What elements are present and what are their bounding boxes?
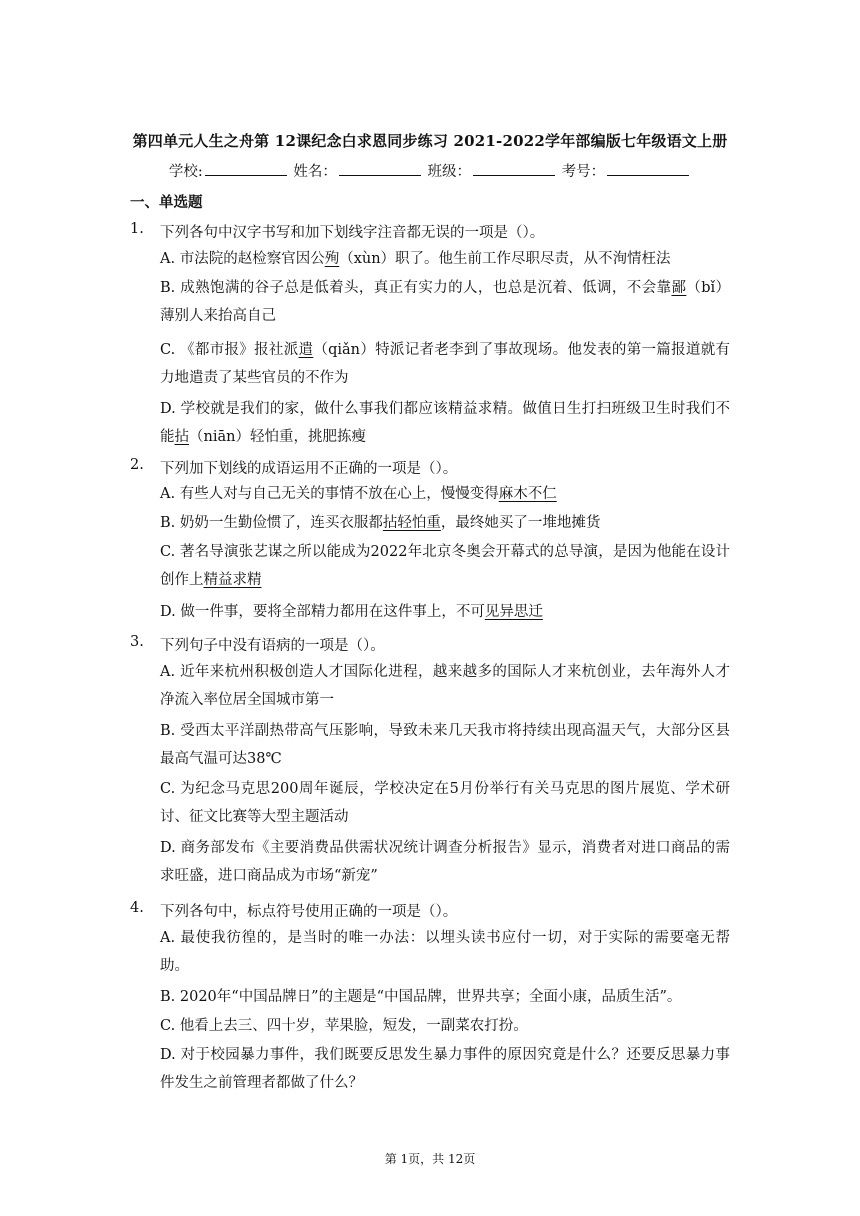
question-number: 3.: [130, 634, 144, 650]
school-blank: [205, 163, 287, 176]
underlined-idiom: 精益求精: [203, 572, 262, 588]
option-b: B. 奶奶一生勤俭惯了，连买衣服都拈轻怕重，最终她买了一堆地摊货: [160, 515, 601, 531]
underlined-idiom: 见异思迁: [484, 604, 543, 620]
underlined-idiom: 麻木不仁: [498, 486, 557, 502]
option-b: B. 2020年“中国品牌日”的主题是“中国品牌，世界共享；全面小康，品质生活”。: [160, 989, 682, 1005]
number-blank: [607, 163, 689, 176]
question-stem: 下列各句中，标点符号使用正确的一项是（）。: [160, 904, 458, 920]
underlined-idiom: 拈轻怕重: [382, 515, 441, 531]
name-blank: [339, 163, 421, 176]
option-c: C. 《都市报》报社派遣（qiǎn）特派记者老李到了事故现场。他发表的第一篇报道就有力地遣责了某些官员的不作为: [160, 342, 731, 386]
option-a: A. 近年来杭州积极创造人才国际化进程，越来越多的国际人才来杭创业，去年海外人才净流入率位居全国城市第一: [160, 664, 730, 708]
option-c: C. 著名导演张艺谋之所以能成为2022年北京冬奥会开幕式的总导演，是因为他能在设计创作上精益求精: [160, 544, 730, 588]
student-info-line: [0, 160, 860, 181]
underlined-char: 遣: [298, 342, 314, 358]
option-a: A. 有些人对与自己无关的事情不放在心上，慢慢变得麻木不仁: [160, 486, 557, 502]
school-label: 学校:: [168, 164, 203, 180]
question-number: 4.: [130, 900, 144, 916]
name-label: 姓名：: [293, 164, 337, 180]
class-label: 班级：: [427, 164, 471, 180]
class-blank: [473, 163, 555, 176]
option-a: A. 最使我彷徨的，是当时的唯一办法：以埋头读书应付一切，对于实际的需要毫无帮助。: [160, 930, 730, 974]
number-label: 考号：: [561, 164, 606, 180]
option-d: D. 对于校园暴力事件，我们既要反思发生暴力事件的原因究竟是什么？还要反思暴力事件发生之前管理者都做了什么？: [160, 1047, 730, 1091]
page-footer: 第 1页，共 12页: [384, 1152, 476, 1166]
document-title: 第四单元人生之舟第 12课纪念白求恩同步练习 2021-2022学年部编版七年级语文上册: [132, 132, 728, 150]
option-b: B. 成熟饱满的谷子总是低着头，真正有实力的人，也总是沉着、低调，不会靠鄙（bǐ）薄别人来抬高自己: [160, 280, 731, 324]
underlined-char: 鄙: [671, 280, 687, 296]
question-stem: 下列加下划线的成语运用不正确的一项是（）。: [160, 461, 458, 477]
section-heading: 一、单选题: [130, 194, 203, 211]
underlined-char: 拈: [174, 429, 189, 445]
option-d: D. 学校就是我们的家，做什么事我们都应该精益求精。做值日生打扫班级卫生时我们不能拈（niān）轻怕重，挑肥拣瘦: [160, 401, 730, 445]
option-b: B. 受西太平洋副热带高气压影响，导致未来几天我市将持续出现高温天气，大部分区县最高气温可达38℃: [160, 723, 730, 767]
question-number: 2.: [130, 457, 144, 473]
question-stem: 下列各句中汉字书写和加下划线字注音都无误的一项是（）。: [160, 225, 545, 241]
option-d: D. 商务部发布《主要消费品供需状况统计调查分析报告》显示，消费者对进口商品的需求旺盛，进口商品成为市场“新宠”: [160, 840, 730, 884]
option-c: C. 他看上去三、四十岁，苹果脸，短发，一副菜农打扮。: [160, 1018, 528, 1034]
underlined-char: 殉: [324, 251, 340, 267]
question-stem: 下列句子中没有语病的一项是（）。: [160, 638, 385, 654]
option-d: D. 做一件事，要将全部精力都用在这件事上，不可见异思迁: [160, 604, 543, 620]
question-number: 1.: [130, 221, 144, 237]
option-c: C. 为纪念马克思200周年诞辰，学校决定在5月份举行有关马克思的图片展览、学术研讨、征文比赛等大型主题活动: [160, 781, 730, 825]
option-a: A. 市法院的赵检察官因公殉（xùn）职了。他生前工作尽职尽责，从不洵情枉法: [160, 251, 671, 267]
